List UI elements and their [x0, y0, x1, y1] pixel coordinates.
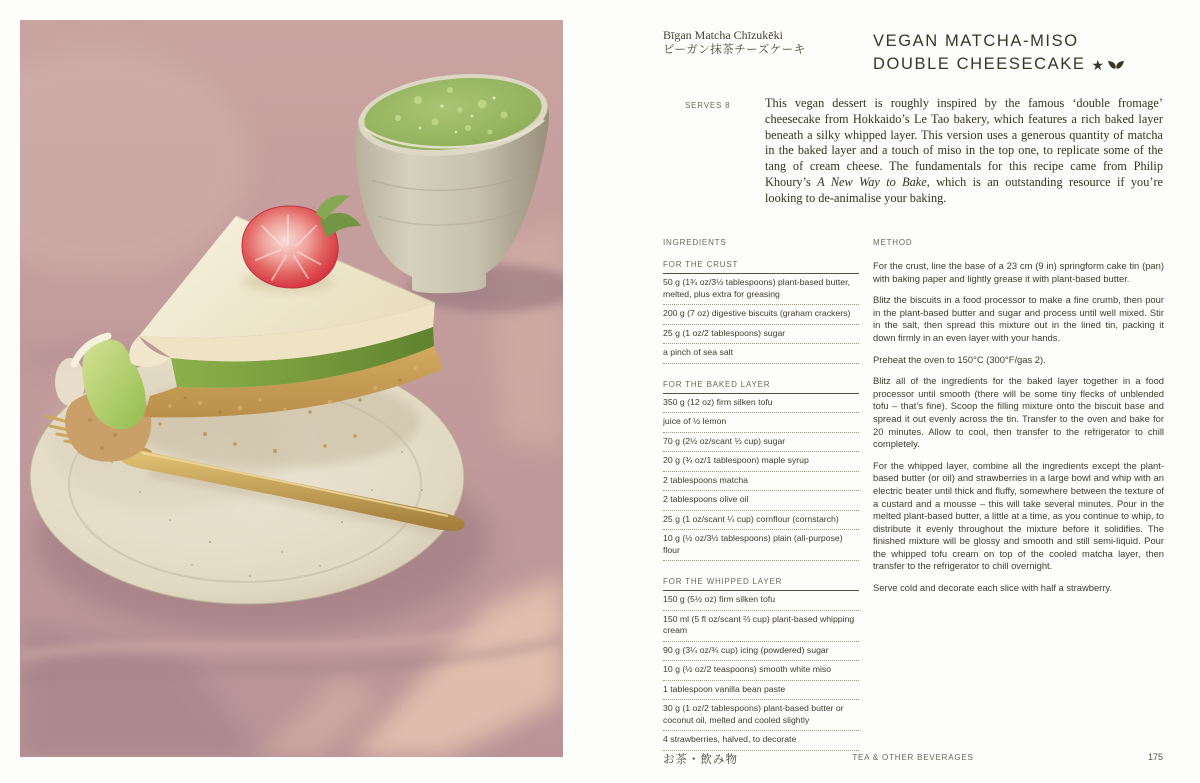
recipe-title-line2: DOUBLE CHEESECAKE [873, 55, 1086, 73]
method-steps [873, 260, 1164, 595]
ingredient-item: 90 g (3¼ oz/¾ cup) icing (powdered) sugar [663, 642, 859, 662]
ingredient-list [663, 274, 859, 364]
ingredient-item: 200 g (7 oz) digestive biscuits (graham crackers) [663, 305, 859, 325]
ingredient-item: 25 g (1 oz/2 tablespoons) sugar [663, 325, 859, 345]
method-paragraph: Blitz all of the ingredients for the baked layer together in a food processor until smooth (there will be some tiny flecks of unblended tofu – that’s fine). Scoop the filling mixture onto the biscuit base and spread it out evenly across the tin. Transfer to the oven and bake for 20 minutes. Allow to cool, then transfer to the refrigerator to chill completely. [873, 375, 1164, 450]
method-column [873, 238, 1164, 604]
ingredient-item: 2 tablespoons matcha [663, 472, 859, 492]
method-paragraph: Preheat the oven to 150°C (300°F/gas 2). [873, 353, 1046, 365]
section-title: FOR THE CRUST [663, 260, 859, 274]
ingredient-item: 25 g (1 oz/scant ¼ cup) cornflour (cornstarch) [663, 511, 859, 531]
ingredient-item: 10 g (½ oz/3½ tablespoons) plain (all-purpose) flour [663, 530, 859, 561]
japanese-title: ビーガン抹茶チーズケーキ [663, 44, 806, 56]
ingredient-item: 30 g (1 oz/2 tablespoons) plant-based butter or coconut oil, melted and cooled slightly [663, 700, 859, 731]
star-icon: ★ [1091, 57, 1104, 73]
photo-illustration [20, 20, 563, 757]
method-paragraph: For the whipped layer, combine all the ingredients except the plant-based butter (or oil) and strawberries in a large bowl and whip with an electric beater until thick and fluffy, somewhere between the texture of a custard and a mousse – this will take several minutes. Pour in the melted plant-based butter, a little at a time, as you continue to whip, to distribute it evenly throughout the mixture before it solidifies. The finished mixture will be glossy and smooth and still semi-liquid. Pour the whipped tofu cream on top of the cooled matcha layer, then transfer to the refrigerator to chill overnight. [873, 459, 1164, 572]
method-paragraph: For the crust, line the base of a 23 cm (9 in) springform cake tin (pan) with baking paper and lightly grease it with plant-based butter. [873, 260, 1164, 284]
intro-text-end: , which is an outstanding resource if you’re looking to de-animalise your baking. [765, 174, 1164, 205]
leaves-icon [1107, 60, 1125, 71]
footer-chapter-title: TEA & OTHER BEVERAGES [852, 753, 974, 762]
section-title: FOR THE BAKED LAYER [663, 380, 859, 394]
intro-text: This vegan dessert is roughly inspired by the famous ‘double fromage’ cheesecake from Hokkaido’s Le Tao bakery, which features a rich baked layer beneath a silky whipped layer. This version uses a generous quantity of matcha in the baked layer and a touch of miso in the top one, to replicate some of the tang of cream cheese. The fundamentals for this recipe came from Philip Khoury’s [765, 96, 1163, 189]
ingredient-item: 150 g (5½ oz) firm silken tofu [663, 591, 859, 611]
ingredient-item: 20 g (¾ oz/1 tablespoon) maple syrup [663, 452, 859, 472]
ingredients-heading: INGREDIENTS [663, 238, 727, 247]
section-title: FOR THE WHIPPED LAYER [663, 577, 859, 591]
ingredient-item: a pinch of sea salt [663, 344, 859, 364]
ingredient-item: juice of ½ lemon [663, 413, 859, 433]
recipe-title-line1: VEGAN MATCHA-MISO [873, 32, 1079, 50]
serves-label: SERVES 8 [685, 101, 731, 110]
ingredient-item: 2 tablespoons olive oil [663, 491, 859, 511]
ingredient-item: 1 tablespoon vanilla bean paste [663, 681, 859, 701]
ingredient-item: 150 ml (5 fl oz/scant ⅔ cup) plant-based whipping cream [663, 611, 859, 642]
intro-book-title: A New Way to Bake [817, 174, 927, 189]
method-paragraph: Blitz the biscuits in a food processor to make a fine crumb, then pour in the plant-based butter and sugar and process until well mixed. Stir in the salt, then spread this mixture out in the lined tin, packing it down firmly in an even layer with your hands. [873, 294, 1164, 343]
ingredient-item: 350 g (12 oz) firm silken tofu [663, 394, 859, 414]
ingredient-section-whipped-layer [663, 577, 859, 751]
ingredient-list [663, 394, 859, 562]
ingredient-item: 10 g (½ oz/2 teaspoons) smooth white miso [663, 661, 859, 681]
ingredient-list [663, 591, 859, 751]
ingredient-item: 50 g (1¾ oz/3½ tablespoons) plant-based butter, melted, plus extra for greasing [663, 274, 859, 305]
romaji-title: Bīgan Matcha Chīzukēki [663, 28, 783, 42]
ingredients-column [663, 238, 859, 751]
recipe-photo [20, 20, 563, 757]
recipe-badges [1091, 54, 1125, 77]
recipe-kicker [663, 28, 806, 58]
method-paragraph: Serve cold and decorate each slice with half a strawberry. [873, 582, 1113, 594]
ingredient-section-baked-layer [663, 380, 859, 562]
page-number: 175 [1147, 752, 1163, 762]
recipe-title [873, 30, 1125, 77]
ingredient-section-crust [663, 260, 859, 364]
recipe-intro [765, 96, 1163, 207]
method-heading: METHOD [873, 238, 913, 247]
ingredient-item: 70 g (2½ oz/scant ⅓ cup) sugar [663, 433, 859, 453]
ingredient-item: 4 strawberries, halved, to decorate [663, 731, 859, 751]
footer-japanese-section: お茶・飲み物 [663, 754, 738, 766]
